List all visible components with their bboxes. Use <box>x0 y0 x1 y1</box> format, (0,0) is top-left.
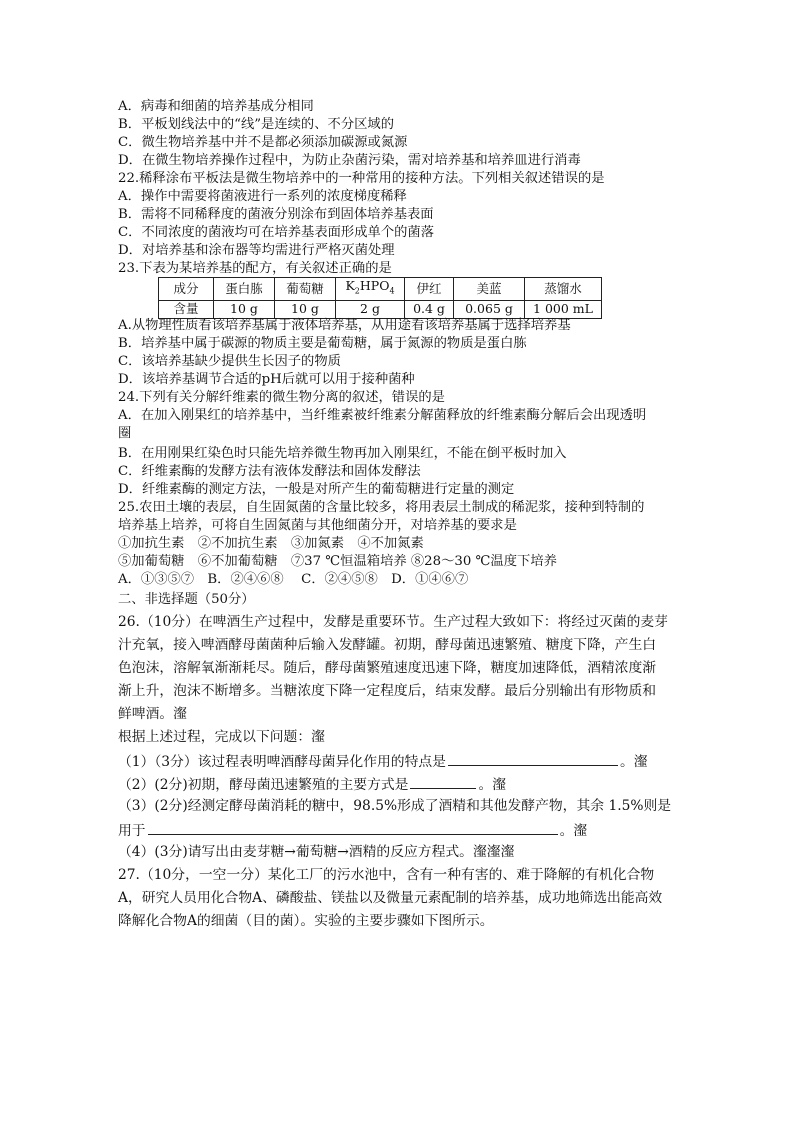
q27-paragraph-1: 27.（10分，一空一分）某化工厂的污水池中，含有一种有害的、难于降解的有机化合物 <box>118 867 655 883</box>
q25-options: A．①③⑤⑦ B．②④⑥⑧ C．②④⑤⑧ D．①④⑥⑦ <box>118 572 469 587</box>
q26-paragraph-4: 渐上升，泡沫不断增多。当糖浓度下降一定程度后，结束发酵。最后分别输出有形物质和 <box>118 683 657 699</box>
table-cell: 10 g <box>214 300 275 318</box>
q26-paragraph-2: 汁充氧，接入啤酒酵母菌菌种后输入发酵罐。初期，酵母菌迅速繁殖、糖度下降，产生白 <box>118 637 657 653</box>
q21-option-d: D．在微生物培养操作过程中，为防止杂菌污染，需对培养基和培养皿进行消毒 <box>118 153 581 168</box>
table-header-row <box>159 278 602 301</box>
answer-blank-1[interactable] <box>448 752 618 766</box>
q21-option-c: C．微生物培养基中并不是都必须添加碳源或氮源 <box>118 135 408 150</box>
q26-sub-1-end: 。瀣 <box>619 754 648 770</box>
q21-option-b: B．平板划线法中的“线”是连续的、不分区域的 <box>118 117 395 132</box>
table-cell: 10 g <box>275 300 336 318</box>
q26-sub-2-text: （2）(2分)初期，酵母菌迅速繁殖的主要方式是 <box>118 777 409 793</box>
q24-option-d: D．纤维素酶的测定方法，一般是对所产生的葡萄糖进行定量的测定 <box>118 482 515 497</box>
table-cell: 0.4 g <box>405 300 454 318</box>
table-cell: 1 000 mL <box>525 300 602 318</box>
q23-option-a: A.从物理性质看该培养基属于液体培养基，从用途看该培养基属于选择培养基 <box>118 318 571 333</box>
q24-option-b: B．在用刚果红染色时只能先培养微生物再加入刚果红，不能在倒平板时加入 <box>118 446 567 461</box>
q26-sub-3-text: 用于 <box>118 823 146 839</box>
q22-stem: 22.稀释涂布平板法是微生物培养中的一种常用的接种方法。下列相关叙述错误的是 <box>118 171 605 186</box>
q25-items-2: ⑤加葡萄糖 ⑥不加葡萄糖 ⑦37 ℃恒温箱培养 ⑧28～30 ℃温度下培养 <box>118 554 557 569</box>
q26-sub-4: （4）(3分)请写出由麦芽糖→葡萄糖→酒精的反应方程式。瀣瀣瀣 <box>118 844 515 860</box>
table-cell: 0.065 g <box>454 300 525 318</box>
q26-sub-3-end: 。瀣 <box>559 823 588 839</box>
q26-intro: 根据上述过程，完成以下问题：瀣 <box>118 729 325 745</box>
answer-blank-2[interactable] <box>410 775 476 789</box>
table-header: 成分 <box>159 278 214 301</box>
section-heading: 二、非选择题（50分） <box>118 592 255 607</box>
q26-sub-3: （3）(2分)经测定酵母菌消耗的糖中，98.5%形成了酒精和其他发酵产物，其余 1.5%则是 <box>118 798 672 814</box>
q26-sub-3-cont <box>118 821 587 840</box>
q25-stem-2: 培养基上培养，可将自生固氮菌与其他细菌分开，对培养基的要求是 <box>118 518 517 533</box>
recipe-table <box>158 277 602 319</box>
table-header: 美蓝 <box>454 278 525 301</box>
q24-stem: 24.下列有关分解纤维素的微生物分离的叙述，错误的是 <box>118 390 445 405</box>
q26-paragraph-3: 色泡沫，溶解氧渐渐耗尽。随后，酵母菌繁殖速度迅速下降，糖度加速降低，酒精浓度渐 <box>118 660 657 676</box>
q26-sub-2-end: 。瀣 <box>478 777 507 793</box>
table-row-label: 含量 <box>159 300 214 318</box>
q23-stem: 23.下表为某培养基的配方，有关叙述正确的是 <box>118 261 392 276</box>
q25-stem-1: 25.农田土壤的表层，自生固氮菌的含量比较多，将用表层土制成的稀泥浆，接种到特制的 <box>118 500 645 515</box>
q22-option-a: A．操作中需要将菌液进行一系列的浓度梯度稀释 <box>118 189 407 204</box>
q22-option-b: B．需将不同稀释度的菌液分别涂布到固体培养基表面 <box>118 207 434 222</box>
q27-paragraph-2: A，研究人员用化合物A、磷酸盐、镁盐以及微量元素配制的培养基，成功地筛选出能高效 <box>118 890 663 906</box>
table-header: 蛋白胨 <box>214 278 275 301</box>
q26-paragraph-1: 26.（10分）在啤酒生产过程中，发酵是重要环节。生产过程大致如下：将经过灭菌的麦芽 <box>118 614 668 630</box>
table-header: 蒸馏水 <box>525 278 602 301</box>
q26-paragraph-5: 鲜啤酒。瀣 <box>118 706 187 722</box>
table-header-k2hpo4: $K_2HPO_4$ <box>336 278 405 301</box>
table-header: 伊红 <box>405 278 454 301</box>
q24-option-c: C．纤维素酶的发酵方法有液体发酵法和固体发酵法 <box>118 464 421 479</box>
q25-items-1: ①加抗生素 ②不加抗生素 ③加氮素 ④不加氮素 <box>118 536 424 551</box>
q26-sub-1 <box>118 752 648 771</box>
q26-sub-1-text: （1）（3分）该过程表明啤酒酵母菌异化作用的特点是 <box>118 754 446 770</box>
table-row <box>159 300 602 318</box>
q22-option-c: C．不同浓度的菌液均可在培养基表面形成单个的菌落 <box>118 225 435 240</box>
table-cell: 2 g <box>336 300 405 318</box>
q26-sub-2 <box>118 775 506 794</box>
q22-option-d: D．对培养基和涂布器等均需进行严格灭菌处理 <box>118 243 395 258</box>
answer-blank-3[interactable] <box>148 821 558 835</box>
q23-option-b: B．培养基中属于碳源的物质主要是葡萄糖，属于氮源的物质是蛋白胨 <box>118 336 527 351</box>
q23-option-d: D．该培养基调节合适的pH后就可以用于接种菌种 <box>118 372 415 387</box>
q21-option-a: A．病毒和细菌的培养基成分相同 <box>118 99 314 114</box>
table-header: 葡萄糖 <box>275 278 336 301</box>
q27-paragraph-3: 降解化合物A的细菌（目的菌）。实验的主要步骤如下图所示。 <box>118 913 494 929</box>
q24-option-a-cont: 圈 <box>118 426 132 441</box>
q23-option-c: C．该培养基缺少提供生长因子的物质 <box>118 354 341 369</box>
q24-option-a: A．在加入刚果红的培养基中，当纤维素被纤维素分解菌释放的纤维素酶分解后会出现透明 <box>118 408 647 423</box>
